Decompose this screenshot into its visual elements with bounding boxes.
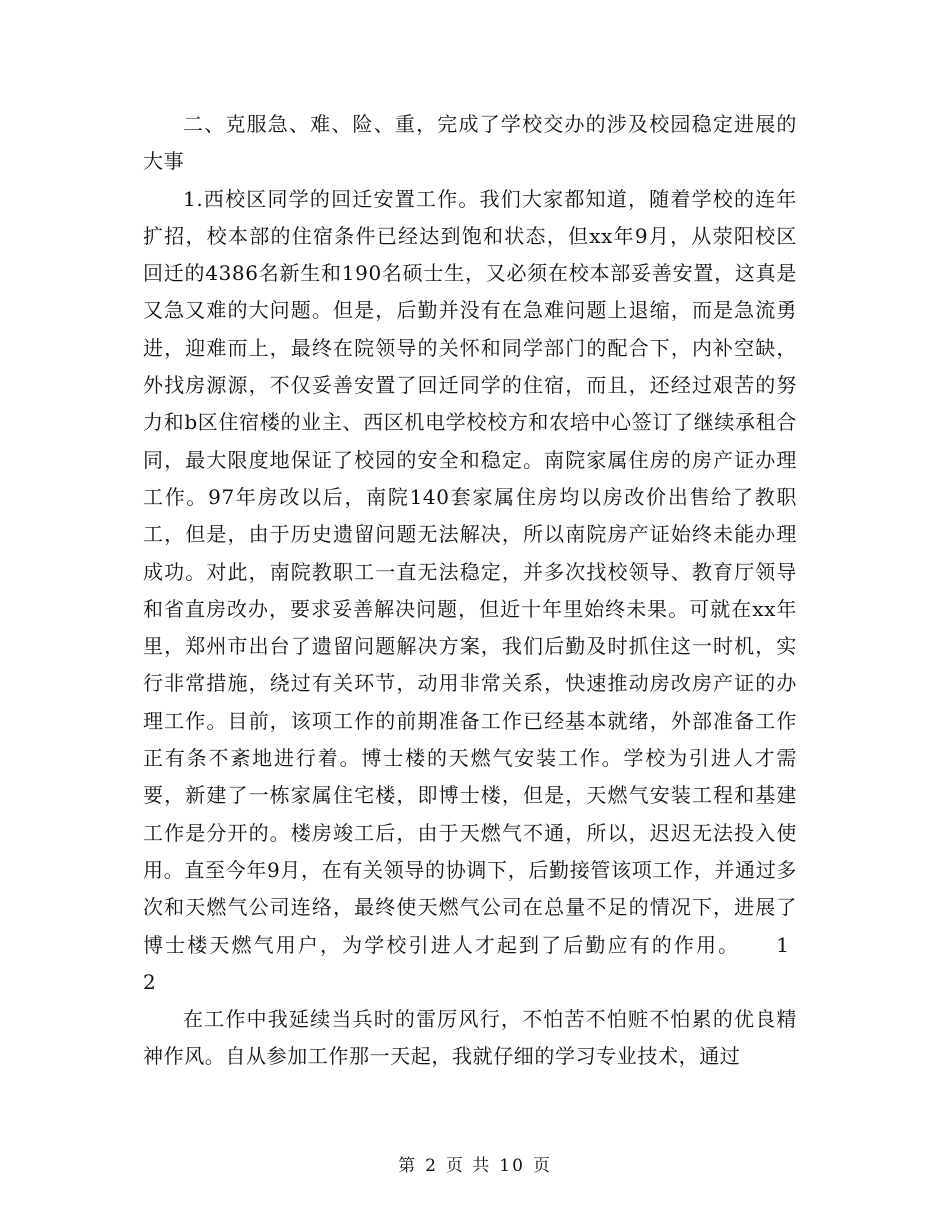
page-marks: 1 2 bbox=[143, 932, 853, 994]
footer-total-pages: 10 bbox=[499, 1156, 525, 1176]
paragraph-text: 1.西校区同学的回迁安置工作。我们大家都知道，随着学校的连年扩招，校本部的住宿条件已经达到饱和状态，但xx年9月，从荥阳校区回迁的4386名新生和190名硕士生，又必须在校本部妥善安置，这真是又急又难的大问题。但是，后勤并没有在急难问题上退缩，而是急流勇进，迎难而上，最终在院领导的关怀和同学部门的配合下，内补空缺，外找房源源，不仅妥善安置了回迁同学的住宿，而且，还经过艰苦的努力和b区住宿楼的业主、西区机电学校校方和农培中心签订了继续承租合同，最大限度地保证了校园的安全和稳定。南院家属住房的房产证办理工作。97年房改以后，南院140套家属住房均以房改价出售给了教职工，但是，由于历史遗留问题无法解决，所以南院房产证始终未能办理成功。对此，南院教职工一直无法稳定，并多次找校领导、教育厅领导和省直房改办，要求妥善解决问题，但近十年里始终未果。可就在xx年里，郑州市出台了遗留问题解决方案，我们后勤及时抓住这一时机，实行非常措施，绕过有关环节，动用非常关系，快速推动房改房产证的办理工作。目前，该项工作的前期准备工作已经基本就绪，外部准备工作正有条不紊地进行着。博士楼的天燃气安装工作。学校为引进人才需要，新建了一栋家属住宅楼，即博士楼，但是，天燃气安装工程和基建工作是分开的。楼房竣工后，由于天燃气不通，所以，迟迟无法投入使用。直至今年9月，在有关领导的协调下，后勤接管该项工作，并通过多次和天燃气公司连络，最终使天燃气公司在总量不足的情况下，进展了博士楼天燃气用户，为学校引进人才起到了后勤应有的作用。 bbox=[143, 186, 797, 957]
page-footer bbox=[0, 1151, 950, 1176]
footer-prefix: 第 bbox=[398, 1156, 418, 1176]
document-body bbox=[143, 106, 853, 1076]
paragraph-work-style: 在工作中我延续当兵时的雷厉风行，不怕苦不怕赃不怕累的优良精神作风。自从参加工作那一天起，我就仔细的学习专业技术，通过 bbox=[143, 1007, 797, 1069]
paragraph-campus-relocation bbox=[143, 181, 853, 1002]
section-heading: 二、克服急、难、险、重，完成了学校交办的涉及校园稳定进展的大事 bbox=[143, 112, 797, 174]
footer-suffix: 页 bbox=[532, 1156, 552, 1176]
footer-current-page: 2 bbox=[425, 1156, 438, 1176]
footer-middle: 页 共 bbox=[445, 1156, 492, 1176]
